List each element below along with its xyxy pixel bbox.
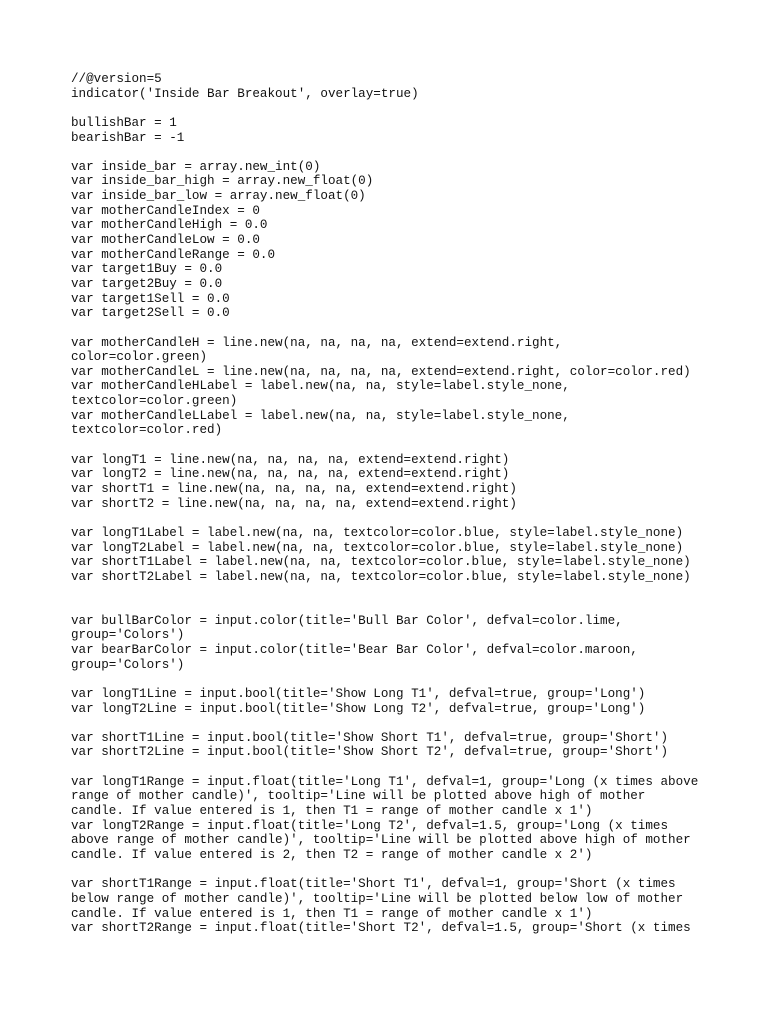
code-line: group='Colors') — [71, 628, 185, 643]
code-line: var motherCandleH = line.new(na, na, na, na, extend=extend.right, — [71, 335, 563, 350]
code-block-short-range — [71, 877, 711, 936]
code-line: textcolor=color.green) — [71, 394, 238, 409]
code-line: var motherCandleHigh = 0.0 — [71, 218, 268, 233]
code-line: group='Colors') — [71, 657, 185, 672]
code-line: var longT1Line = input.bool(title='Show Long T1', defval=true, group='Long') — [71, 686, 646, 701]
code-line: var longT1Label = label.new(na, na, textcolor=color.blue, style=label.style_none) — [71, 525, 684, 540]
code-line: var motherCandleLow = 0.0 — [71, 233, 260, 248]
code-line: candle. If value entered is 1, then T1 = range of mother candle x 1') — [71, 906, 593, 921]
code-line: var motherCandleRange = 0.0 — [71, 247, 276, 262]
code-line: var inside_bar_high = array.new_float(0) — [71, 174, 374, 189]
code-line: below range of mother candle)', tooltip='Line will be plotted below low of mother — [71, 891, 684, 906]
code-block-target-lines — [71, 453, 711, 512]
code-line: color=color.green) — [71, 350, 208, 365]
code-line: var longT1 = line.new(na, na, na, na, extend=extend.right) — [71, 452, 510, 467]
code-block-state-vars — [71, 160, 711, 321]
code-block-header — [71, 72, 711, 101]
code-line: var motherCandleLLabel = label.new(na, na, style=label.style_none, — [71, 408, 570, 423]
code-line: indicator('Inside Bar Breakout', overlay=true) — [71, 86, 419, 101]
code-line: var longT2Range = input.float(title='Long T2', defval=1.5, group='Long (x times — [71, 818, 669, 833]
code-line: var shortT2Line = input.bool(title='Show Short T2', defval=true, group='Short') — [71, 745, 669, 760]
code-block-target-labels — [71, 526, 711, 585]
code-line: var motherCandleIndex = 0 — [71, 203, 260, 218]
code-line: var target1Buy = 0.0 — [71, 262, 223, 277]
code-line: var inside_bar = array.new_int(0) — [71, 159, 321, 174]
code-line: var inside_bar_low = array.new_float(0) — [71, 189, 366, 204]
code-line: var target2Sell = 0.0 — [71, 306, 230, 321]
code-block-long-range — [71, 775, 711, 863]
code-line: var shortT2 = line.new(na, na, na, na, extend=extend.right) — [71, 496, 517, 511]
code-line: textcolor=color.red) — [71, 423, 223, 438]
code-line: var motherCandleHLabel = label.new(na, na, style=label.style_none, — [71, 379, 570, 394]
code-block-constants — [71, 116, 711, 145]
code-line: //@version=5 — [71, 72, 162, 86]
code-line: var bearBarColor = input.color(title='Bear Bar Color', defval=color.maroon, — [71, 643, 638, 657]
code-line: bearishBar = -1 — [71, 130, 185, 145]
code-line: var shortT2Range = input.float(title='Short T2', defval=1.5, group='Short (x times — [71, 921, 691, 936]
code-line: var longT2Line = input.bool(title='Show Long T2', defval=true, group='Long') — [71, 701, 646, 716]
code-block-mother-candle-lines — [71, 336, 711, 438]
code-line: var longT2 = line.new(na, na, na, na, extend=extend.right) — [71, 467, 510, 482]
code-line: var motherCandleL = line.new(na, na, na, na, extend=extend.right, color=color.red) — [71, 364, 691, 379]
code-line: var shortT1 = line.new(na, na, na, na, extend=extend.right) — [71, 481, 517, 496]
code-block-short-inputs — [71, 731, 711, 760]
code-document — [71, 72, 711, 950]
code-line: var longT2Label = label.new(na, na, textcolor=color.blue, style=label.style_none) — [71, 540, 684, 555]
code-block-long-inputs — [71, 687, 711, 716]
code-line: var longT1Range = input.float(title='Long T1', defval=1, group='Long (x times above — [71, 774, 699, 789]
code-line: candle. If value entered is 2, then T2 = range of mother candle x 2') — [71, 847, 593, 862]
code-line: candle. If value entered is 1, then T1 = range of mother candle x 1') — [71, 804, 593, 819]
code-line: var target2Buy = 0.0 — [71, 276, 223, 291]
code-line: var shortT1Label = label.new(na, na, textcolor=color.blue, style=label.style_none) — [71, 555, 691, 570]
code-line: above range of mother candle)', tooltip='Line will be plotted above high of mother — [71, 833, 691, 848]
code-line: bullishBar = 1 — [71, 115, 177, 130]
code-line: var shortT1Line = input.bool(title='Show Short T1', defval=true, group='Short') — [71, 730, 669, 745]
code-line: var target1Sell = 0.0 — [71, 291, 230, 306]
code-line: var bullBarColor = input.color(title='Bull Bar Color', defval=color.lime, — [71, 613, 623, 628]
code-block-color-inputs — [71, 614, 711, 673]
code-line: range of mother candle)', tooltip='Line will be plotted above high of mother — [71, 789, 646, 804]
code-line: var shortT1Range = input.float(title='Short T1', defval=1, group='Short (x times — [71, 877, 676, 892]
code-line: var shortT2Label = label.new(na, na, textcolor=color.blue, style=label.style_none) — [71, 569, 691, 584]
